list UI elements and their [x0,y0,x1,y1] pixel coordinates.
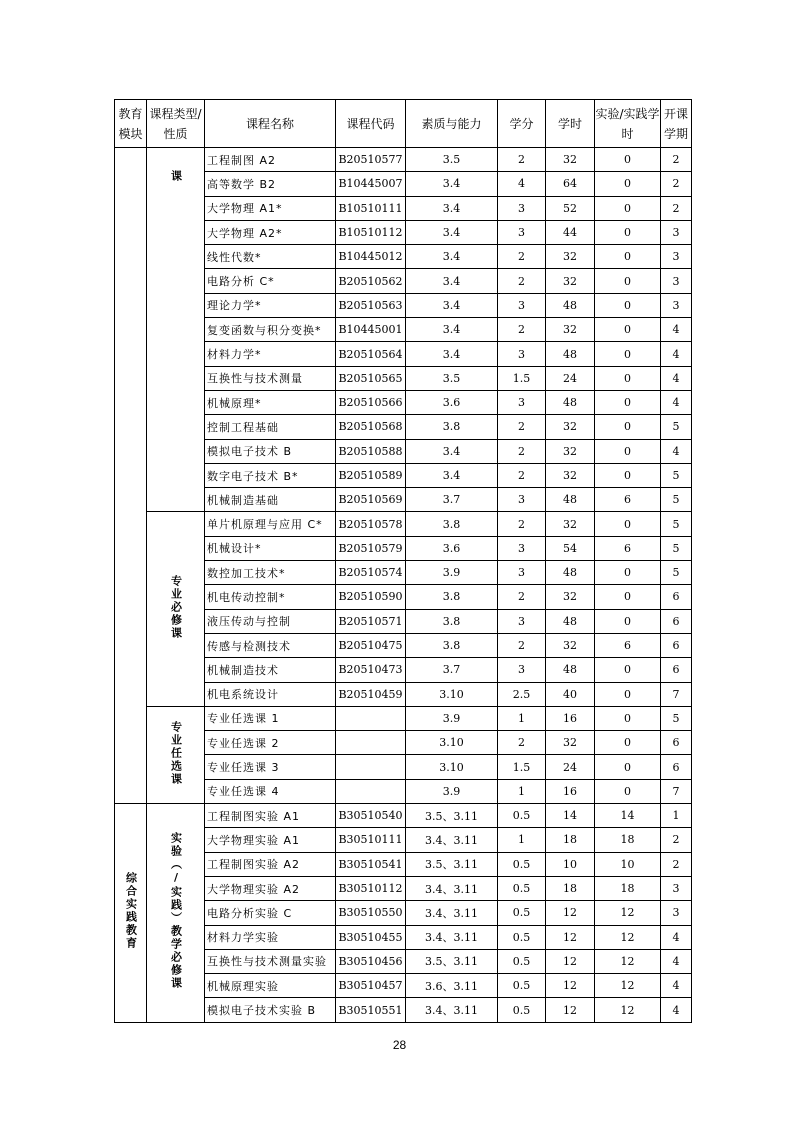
hours: 24 [546,366,595,390]
course-code: B20510574 [336,561,406,585]
lab-hours: 0 [595,561,661,585]
course-name: 互换性与技术测量 [205,366,336,390]
credit: 2 [498,731,546,755]
ability-code: 3.5、3.11 [406,852,498,876]
hours: 44 [546,220,595,244]
table-row [115,512,692,536]
hours: 12 [546,901,595,925]
course-code: B30510457 [336,974,406,998]
lab-hours: 0 [595,585,661,609]
group-cell-lab [147,804,205,1023]
ability-code: 3.4 [406,196,498,220]
course-code: B20510475 [336,633,406,657]
course-name: 机械制造基础 [205,488,336,512]
ability-code: 3.6、3.11 [406,974,498,998]
credit: 3 [498,220,546,244]
hours: 32 [546,633,595,657]
hours: 32 [546,731,595,755]
course-code: B20510562 [336,269,406,293]
course-name: 数字电子技术 B* [205,463,336,487]
hours: 18 [546,876,595,900]
course-code: B30510541 [336,852,406,876]
lab-hours: 12 [595,998,661,1022]
header-course-type: 课程类型/性质 [147,100,205,148]
course-name: 电路分析 C* [205,269,336,293]
term: 5 [661,463,692,487]
credit: 3 [498,488,546,512]
lab-hours: 0 [595,439,661,463]
ability-code: 3.7 [406,658,498,682]
hours: 32 [546,318,595,342]
credit: 2 [498,415,546,439]
module-cell-1 [115,148,147,804]
credit: 2 [498,269,546,293]
ability-code: 3.10 [406,755,498,779]
term: 2 [661,148,692,172]
course-code: B30510112 [336,876,406,900]
table-row [115,148,692,172]
term: 4 [661,390,692,414]
course-code: B20510590 [336,585,406,609]
group-cell-basic-label: 课 [169,170,183,183]
credit: 1 [498,706,546,730]
credit: 3 [498,536,546,560]
course-code: B20510566 [336,390,406,414]
hours: 24 [546,755,595,779]
course-name: 大学物理实验 A2 [205,876,336,900]
page-number: 28 [392,1038,407,1052]
term: 1 [661,804,692,828]
lab-hours: 12 [595,974,661,998]
term: 6 [661,731,692,755]
course-name: 大学物理 A1* [205,196,336,220]
course-name: 数控加工技术* [205,561,336,585]
course-name: 材料力学* [205,342,336,366]
table-body [115,148,692,1023]
ability-code: 3.10 [406,731,498,755]
course-code: B20510579 [336,536,406,560]
course-code [336,755,406,779]
hours: 32 [546,415,595,439]
lab-hours: 6 [595,488,661,512]
lab-hours: 18 [595,828,661,852]
ability-code: 3.5 [406,366,498,390]
term: 2 [661,172,692,196]
ability-code: 3.10 [406,682,498,706]
ability-code: 3.7 [406,488,498,512]
course-name: 工程制图 A2 [205,148,336,172]
curriculum-table-container [114,99,692,1023]
lab-hours: 0 [595,415,661,439]
ability-code: 3.6 [406,390,498,414]
credit: 3 [498,658,546,682]
hours: 54 [546,536,595,560]
course-code: B20510569 [336,488,406,512]
ability-code: 3.4 [406,318,498,342]
hours: 10 [546,852,595,876]
hours: 32 [546,245,595,269]
hours: 32 [546,148,595,172]
ability-code: 3.8 [406,633,498,657]
course-name: 机械制造技术 [205,658,336,682]
course-name: 电路分析实验 C [205,901,336,925]
hours: 32 [546,269,595,293]
group-cell-lab-label: 实验（/实践）教学必修课 [169,832,183,991]
credit: 3 [498,293,546,317]
lab-hours: 0 [595,779,661,803]
table-row [115,706,692,730]
course-name: 专业任选课 1 [205,706,336,730]
ability-code: 3.4 [406,342,498,366]
header-module: 教育模块 [115,100,147,148]
course-name: 模拟电子技术实验 B [205,998,336,1022]
credit: 2.5 [498,682,546,706]
lab-hours: 0 [595,366,661,390]
course-name: 控制工程基础 [205,415,336,439]
course-name: 大学物理实验 A1 [205,828,336,852]
ability-code: 3.8 [406,585,498,609]
lab-hours: 0 [595,706,661,730]
term: 5 [661,488,692,512]
ability-code: 3.5、3.11 [406,949,498,973]
hours: 32 [546,512,595,536]
hours: 12 [546,974,595,998]
term: 7 [661,779,692,803]
course-name: 机电系统设计 [205,682,336,706]
lab-hours: 6 [595,536,661,560]
credit: 1.5 [498,755,546,779]
hours: 48 [546,488,595,512]
term: 6 [661,633,692,657]
header-course-name: 课程名称 [205,100,336,148]
course-name: 专业任选课 4 [205,779,336,803]
course-name: 模拟电子技术 B [205,439,336,463]
credit: 3 [498,390,546,414]
module-cell-2-label: 综合实践教育 [124,872,138,951]
lab-hours: 0 [595,269,661,293]
credit: 0.5 [498,974,546,998]
header-course-code: 课程代码 [336,100,406,148]
hours: 48 [546,390,595,414]
ability-code: 3.4 [406,463,498,487]
course-code: B10445012 [336,245,406,269]
lab-hours: 0 [595,148,661,172]
hours: 48 [546,609,595,633]
hours: 40 [546,682,595,706]
lab-hours: 0 [595,293,661,317]
ability-code: 3.4 [406,269,498,293]
table-row [115,804,692,828]
course-name: 传感与检测技术 [205,633,336,657]
hours: 16 [546,779,595,803]
course-name: 高等数学 B2 [205,172,336,196]
credit: 1 [498,779,546,803]
credit: 1 [498,828,546,852]
header-hours: 学时 [546,100,595,148]
ability-code: 3.5 [406,148,498,172]
term: 3 [661,293,692,317]
course-code: B20510563 [336,293,406,317]
lab-hours: 0 [595,220,661,244]
course-name: 线性代数* [205,245,336,269]
course-name: 单片机原理与应用 C* [205,512,336,536]
course-code [336,706,406,730]
ability-code: 3.9 [406,561,498,585]
credit: 2 [498,463,546,487]
lab-hours: 0 [595,172,661,196]
term: 5 [661,561,692,585]
course-code: B20510473 [336,658,406,682]
ability-code: 3.8 [406,415,498,439]
lab-hours: 0 [595,318,661,342]
course-code: B20510571 [336,609,406,633]
lab-hours: 0 [595,682,661,706]
lab-hours: 0 [595,755,661,779]
ability-code: 3.9 [406,779,498,803]
term: 6 [661,609,692,633]
hours: 48 [546,561,595,585]
header-lab-hours: 实验/实践学时 [595,100,661,148]
course-name: 机械设计* [205,536,336,560]
hours: 14 [546,804,595,828]
group-cell-required-label: 专业必修课 [169,575,183,641]
ability-code: 3.8 [406,512,498,536]
term: 4 [661,342,692,366]
term: 5 [661,536,692,560]
course-code: B30510111 [336,828,406,852]
ability-code: 3.4 [406,439,498,463]
term: 4 [661,974,692,998]
term: 4 [661,366,692,390]
hours: 32 [546,463,595,487]
hours: 52 [546,196,595,220]
ability-code: 3.4、3.11 [406,925,498,949]
table-header-row [115,100,692,148]
term: 6 [661,755,692,779]
credit: 2 [498,585,546,609]
hours: 64 [546,172,595,196]
course-name: 专业任选课 2 [205,731,336,755]
lab-hours: 0 [595,196,661,220]
ability-code: 3.4 [406,220,498,244]
credit: 3 [498,342,546,366]
lab-hours: 10 [595,852,661,876]
credit: 2 [498,633,546,657]
credit: 0.5 [498,901,546,925]
course-code: B10510111 [336,196,406,220]
group-cell-basic [147,148,205,512]
term: 5 [661,512,692,536]
lab-hours: 0 [595,609,661,633]
ability-code: 3.4、3.11 [406,876,498,900]
course-code: B10510112 [336,220,406,244]
ability-code: 3.8 [406,609,498,633]
credit: 3 [498,609,546,633]
credit: 2 [498,245,546,269]
course-name: 专业任选课 3 [205,755,336,779]
hours: 48 [546,342,595,366]
credit: 2 [498,148,546,172]
credit: 2 [498,439,546,463]
hours: 16 [546,706,595,730]
term: 3 [661,876,692,900]
term: 5 [661,415,692,439]
header-ability: 素质与能力 [406,100,498,148]
term: 2 [661,852,692,876]
term: 3 [661,245,692,269]
hours: 18 [546,828,595,852]
term: 3 [661,901,692,925]
course-code: B20510565 [336,366,406,390]
lab-hours: 12 [595,925,661,949]
ability-code: 3.9 [406,706,498,730]
course-name: 大学物理 A2* [205,220,336,244]
course-name: 工程制图实验 A1 [205,804,336,828]
ability-code: 3.5、3.11 [406,804,498,828]
lab-hours: 18 [595,876,661,900]
term: 2 [661,196,692,220]
group-cell-required [147,512,205,706]
credit: 0.5 [498,852,546,876]
course-name: 材料力学实验 [205,925,336,949]
credit: 0.5 [498,804,546,828]
term: 2 [661,828,692,852]
course-name: 理论力学* [205,293,336,317]
lab-hours: 0 [595,245,661,269]
credit: 0.5 [498,876,546,900]
course-code: B20510578 [336,512,406,536]
course-name: 工程制图实验 A2 [205,852,336,876]
course-code: B10445001 [336,318,406,342]
course-code [336,731,406,755]
hours: 32 [546,439,595,463]
course-code: B20510577 [336,148,406,172]
course-code: B20510568 [336,415,406,439]
credit: 0.5 [498,998,546,1022]
course-code: B20510459 [336,682,406,706]
module-cell-2 [115,804,147,1023]
lab-hours: 0 [595,658,661,682]
course-name: 液压传动与控制 [205,609,336,633]
ability-code: 3.4、3.11 [406,828,498,852]
course-code: B10445007 [336,172,406,196]
term: 3 [661,220,692,244]
ability-code: 3.4 [406,172,498,196]
credit: 0.5 [498,949,546,973]
ability-code: 3.4 [406,245,498,269]
lab-hours: 12 [595,949,661,973]
term: 4 [661,949,692,973]
credit: 1.5 [498,366,546,390]
hours: 48 [546,658,595,682]
lab-hours: 14 [595,804,661,828]
term: 4 [661,318,692,342]
credit: 2 [498,318,546,342]
term: 7 [661,682,692,706]
lab-hours: 6 [595,633,661,657]
credit: 3 [498,561,546,585]
lab-hours: 12 [595,901,661,925]
course-name: 机电传动控制* [205,585,336,609]
term: 4 [661,439,692,463]
lab-hours: 0 [595,512,661,536]
lab-hours: 0 [595,390,661,414]
term: 5 [661,706,692,730]
course-code: B30510540 [336,804,406,828]
lab-hours: 0 [595,463,661,487]
term: 6 [661,585,692,609]
lab-hours: 0 [595,731,661,755]
term: 4 [661,998,692,1022]
credit: 4 [498,172,546,196]
ability-code: 3.6 [406,536,498,560]
curriculum-table [114,99,692,1023]
term: 3 [661,269,692,293]
course-name: 复变函数与积分变换* [205,318,336,342]
header-credit: 学分 [498,100,546,148]
course-code: B20510588 [336,439,406,463]
hours: 48 [546,293,595,317]
term: 6 [661,658,692,682]
hours: 12 [546,998,595,1022]
course-name: 机械原理实验 [205,974,336,998]
course-code: B20510564 [336,342,406,366]
header-term: 开课学期 [661,100,692,148]
course-code: B30510551 [336,998,406,1022]
course-code [336,779,406,803]
course-name: 互换性与技术测量实验 [205,949,336,973]
group-cell-elective-label: 专业任选课 [169,720,183,786]
course-code: B20510589 [336,463,406,487]
course-name: 机械原理* [205,390,336,414]
course-code: B30510456 [336,949,406,973]
course-code: B30510550 [336,901,406,925]
ability-code: 3.4、3.11 [406,998,498,1022]
credit: 2 [498,512,546,536]
lab-hours: 0 [595,342,661,366]
hours: 12 [546,949,595,973]
credit: 3 [498,196,546,220]
group-cell-elective [147,706,205,803]
ability-code: 3.4、3.11 [406,901,498,925]
hours: 12 [546,925,595,949]
term: 4 [661,925,692,949]
credit: 0.5 [498,925,546,949]
hours: 32 [546,585,595,609]
course-code: B30510455 [336,925,406,949]
ability-code: 3.4 [406,293,498,317]
